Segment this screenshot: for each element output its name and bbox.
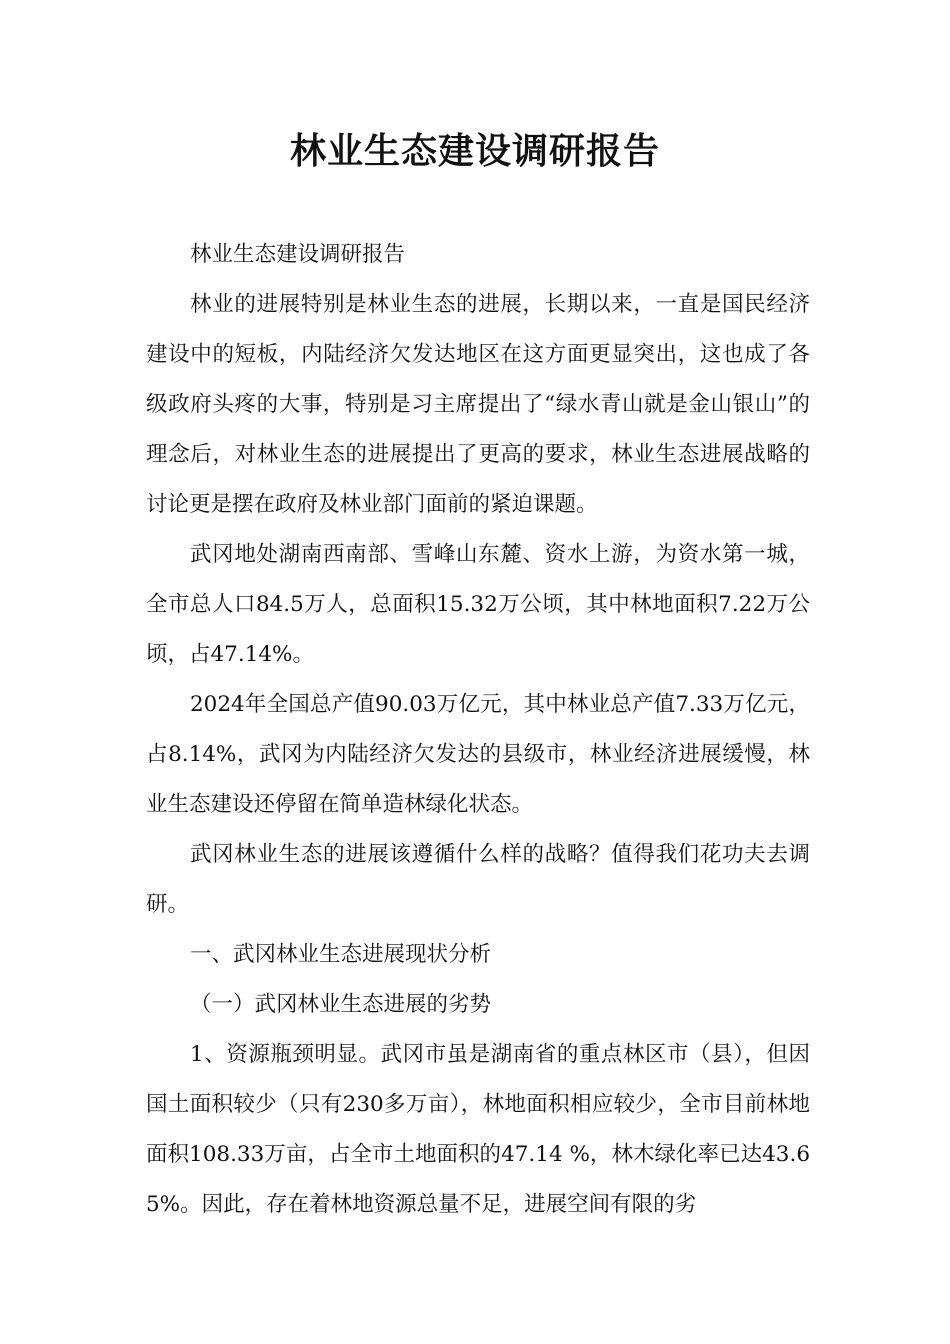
section-heading-1: 一、武冈林业生态进展现状分析 bbox=[190, 942, 492, 967]
paragraph-subtitle: 林业生态建设调研报告 bbox=[190, 242, 406, 267]
document-title: 林业生态建设调研报告 bbox=[289, 131, 660, 172]
paragraph-wugang-overview: 武冈地处湖南西南部、雪峰山东麓、资水上游，为资水第一城，全市总人口84.5万人，总面积15.32万公顷，其中林地面积7.22万公顷，占47.14%。 bbox=[146, 542, 810, 667]
document-body bbox=[146, 230, 810, 1230]
paragraph-strategy-question: 武冈林业生态的进展该遵循什么样的战略？值得我们花功夫去调研。 bbox=[146, 842, 810, 917]
paragraph-national-output: 2024年全国总产值90.03万亿元，其中林业总产值7.33万亿元，占8.14%，武冈为内陆经济欠发达的县级市，林业经济进展缓慢，林业生态建设还停留在简单造林绿化状态。 bbox=[146, 692, 810, 817]
paragraph-resource-bottleneck: 1、资源瓶颈明显。武冈市虽是湖南省的重点林区市（县），但因国土面积较少（只有230多万亩），林地面积相应较少，全市目前林地面积108.33万亩，占全市土地面积的47.14 %，林木绿化率已达43.65%。因此，存在着林地资源总量不足，进展空间有限的劣 bbox=[146, 1042, 810, 1217]
subsection-heading-1: （一）武冈林业生态进展的劣势 bbox=[190, 992, 492, 1017]
paragraph-intro: 林业的进展特别是林业生态的进展，长期以来，一直是国民经济建设中的短板，内陆经济欠发达地区在这方面更显突出，这也成了各级政府头疼的大事，特别是习主席提出了“绿水青山就是金山银山”的理念后，对林业生态的进展提出了更高的要求，林业生态进展战略的讨论更是摆在政府及林业部门面前的紧迫课题。 bbox=[146, 292, 810, 517]
